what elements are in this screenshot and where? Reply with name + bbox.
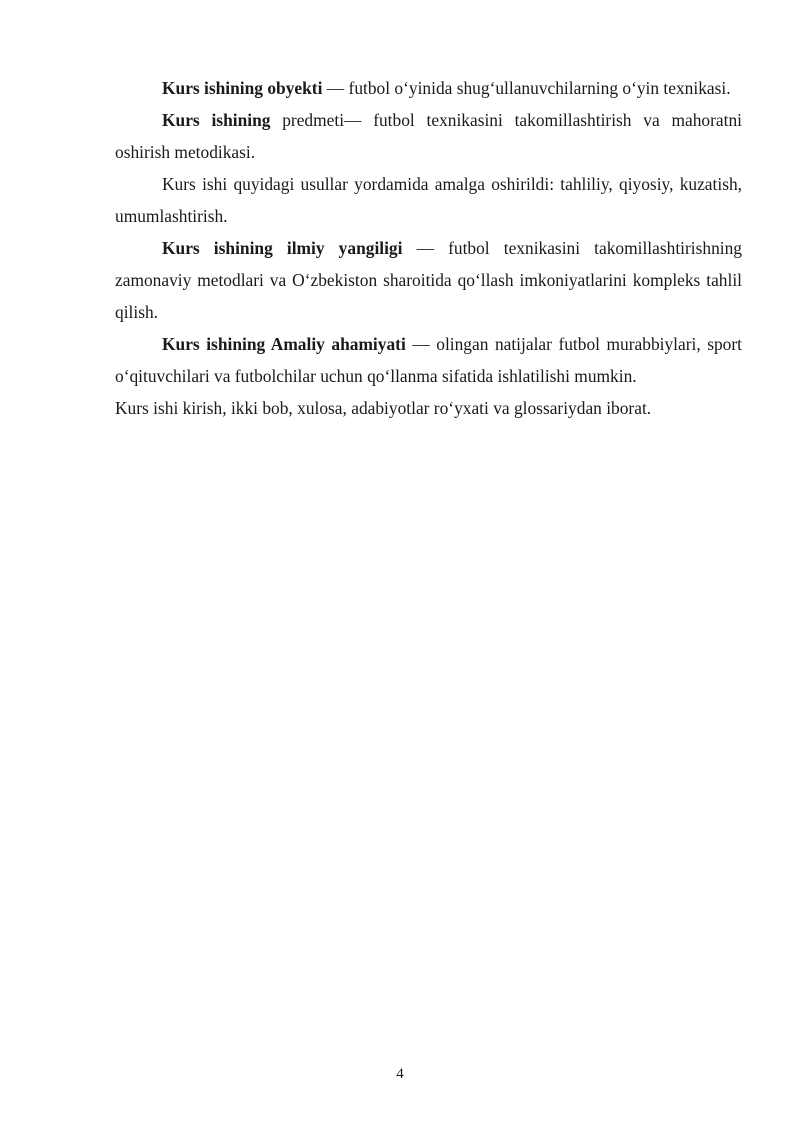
- paragraph-novelty-heading: Kurs ishining ilmiy yangiligi: [162, 238, 403, 258]
- paragraph-novelty: [115, 232, 742, 328]
- paragraph-practical-value: [115, 328, 742, 392]
- paragraph-methods-text: Kurs ishi quyidagi usullar yordamida amalga oshirildi: tahliliy, qiyosiy, kuzatish, umumlashtirish.: [115, 174, 742, 226]
- paragraph-structure-text: Kurs ishi kirish, ikki bob, xulosa, adabiyotlar ro‘yxati va glossariydan iborat.: [115, 398, 652, 418]
- paragraph-structure: [115, 392, 742, 424]
- paragraph-object-heading: Kurs ishining obyekti: [162, 78, 323, 98]
- paragraph-subject-text: predmeti— futbol texnikasini takomillashtirish va mahoratni oshirish metodikasi.: [115, 110, 742, 162]
- paragraph-novelty-text: — futbol texnikasini takomillashtirishning zamonaviy metodlari va O‘zbekiston sharoitida qo‘llash imkoniyatlarini kompleks tahlil qilish.: [115, 238, 742, 322]
- paragraph-practical-value-heading: Kurs ishining Amaliy ahamiyati: [162, 334, 406, 354]
- paragraph-methods: [115, 168, 742, 232]
- paragraph-subject: [115, 104, 742, 168]
- paragraph-practical-value-text: — olingan natijalar futbol murabbiylari, sport o‘qituvchilari va futbolchilar uchun qo‘llanma sifatida ishlatilishi mumkin.: [115, 334, 742, 386]
- page-number: 4: [396, 1066, 404, 1082]
- paragraph-object-text: — futbol o‘yinida shug‘ullanuvchilarning o‘yin texnikasi.: [322, 78, 731, 98]
- paragraph-object: [115, 72, 742, 104]
- paragraph-subject-heading: Kurs ishining: [162, 110, 271, 130]
- document-page: [115, 72, 742, 424]
